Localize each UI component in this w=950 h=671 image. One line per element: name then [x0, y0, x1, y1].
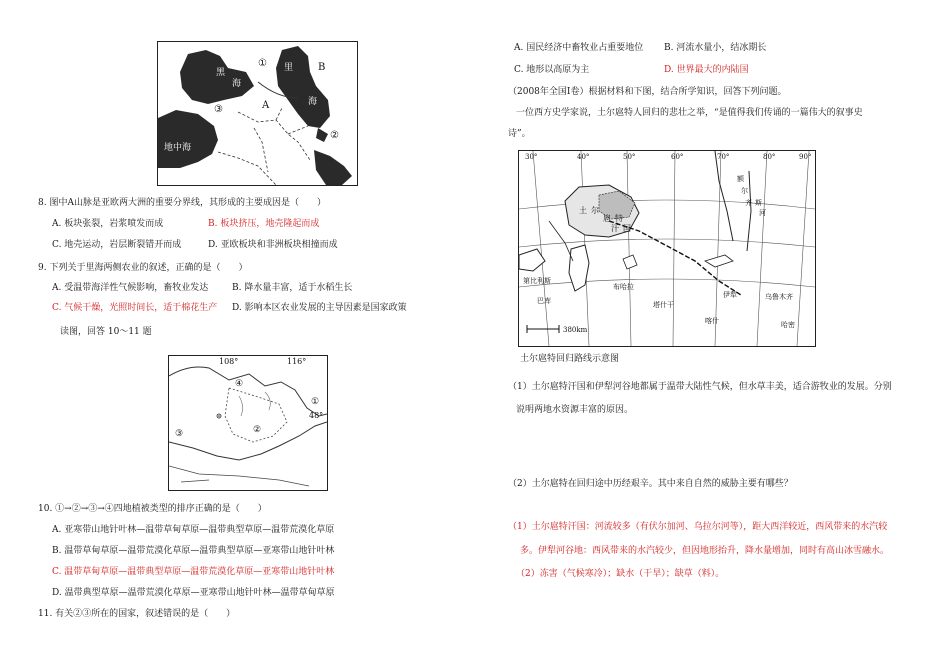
caspian-sea-shape — [276, 46, 330, 128]
lon-30: 30° — [525, 153, 538, 161]
label-e: 额 — [737, 175, 744, 183]
label-bukhara: 布哈拉 — [613, 283, 634, 291]
q9-stem: 9. 下列关于里海两侧农业的叙述，正确的是（ ） — [38, 263, 248, 273]
mediterranean-shape — [158, 110, 218, 168]
material-line-1: 一位西方史学家说，土尔扈特人回归的悲壮之举，“是值得我们传诵的一篇伟大的叙事史 — [516, 108, 863, 118]
map2-label-2: ② — [253, 425, 262, 435]
label-guo: 国 — [623, 224, 631, 233]
label-hami: 哈密 — [781, 321, 795, 329]
lon-40: 40° — [577, 153, 590, 161]
q9-option-c[interactable]: C. 气候干燥，光照时间长，适于棉花生产 — [52, 303, 218, 313]
q11-stem: 11. 有关②③所在的国家，叙述错误的是（ ） — [38, 609, 236, 619]
map1-label-hai2: 海 — [308, 97, 318, 107]
q11-option-c[interactable]: C. 地形以高原为主 — [514, 65, 590, 75]
label-scale: 380km — [563, 326, 588, 334]
label-hu: 扈 — [603, 214, 611, 223]
map2-label-48: 48° — [309, 411, 324, 420]
q10-option-d[interactable]: D. 温带典型草原—温带荒漠化草原—亚寒带山地针叶林—温带草甸草原 — [52, 588, 335, 598]
q11-option-a[interactable]: A. 国民经济中畜牧业占重要地位 — [514, 43, 644, 53]
lon-90: 90° — [799, 153, 812, 161]
map1-label-b: B — [318, 62, 326, 73]
lon-70: 70° — [717, 153, 730, 161]
label-kashi: 喀什 — [705, 317, 719, 325]
label-baku: 巴库 — [537, 297, 551, 305]
q10-11-intro: 读图，回答 10～11 题 — [60, 327, 152, 337]
source-line: （2008年全国Ⅰ卷）根据材料和下图，结合所学知识，回答下列问题。 — [508, 87, 787, 97]
q8-stem: 8. 图中A山脉是亚欧两大洲的重要分界线，其形成的主要成因是（ ） — [38, 198, 326, 208]
map1-label-a: A — [262, 100, 270, 111]
q11-option-d[interactable]: D. 世界最大的内陆国 — [664, 65, 749, 75]
q9-option-a[interactable]: A. 受温带海洋性气候影响，畜牧业发达 — [52, 283, 209, 293]
answer-line-1: （1）土尔扈特汗国：河流较多（有伏尔加河、乌拉尔河等），距大西洋较近，西风带来的水汽较 — [508, 522, 888, 532]
map-black-caspian-sea — [157, 41, 358, 186]
lon-80: 80° — [763, 153, 776, 161]
map1-label-hei: 黑 — [216, 68, 226, 78]
lon-60: 60° — [671, 153, 684, 161]
label-te: 特 — [615, 214, 623, 223]
answer-line-2: 多。伊犁河谷地：西风带来的水汽较少，但因地形抬升，降水量增加，同时有高山冰雪融水。 — [520, 546, 890, 556]
q9-option-b[interactable]: B. 降水量丰富，适于水稻生长 — [232, 283, 353, 293]
map2-label-4: ④ — [235, 379, 244, 389]
map-torghut-route — [518, 150, 816, 347]
q8-option-a[interactable]: A. 板块张裂，岩浆喷发而成 — [52, 219, 164, 229]
q10-option-c[interactable]: C. 温带草甸草原—温带典型草原—温带荒漠化草原—亚寒带山地针叶林 — [52, 567, 335, 577]
q10-stem: 10. ①→②→③→④四地植被类型的排序正确的是（ ） — [38, 504, 267, 514]
lon-50: 50° — [623, 153, 636, 161]
answer-line-3: （2）冻害（气候寒冷）；缺水（干旱）；缺草（料）。 — [516, 569, 725, 579]
label-tu: 土 — [579, 206, 587, 215]
material-line-2: 诗”。 — [508, 129, 531, 139]
q11-option-b[interactable]: B. 河流水量小，结冰期长 — [664, 43, 767, 53]
gulf-shape — [314, 150, 352, 185]
label-urumqi: 乌鲁木齐 — [765, 293, 793, 301]
map2-label-108: 108° — [219, 357, 239, 366]
q2-stem: （2）土尔扈特在回归途中历经艰辛。其中来自自然的威胁主要有哪些？ — [508, 479, 793, 489]
label-han: 汗 — [611, 224, 619, 233]
map2-label-1: ① — [311, 397, 320, 407]
map1-label-med: 地中海 — [164, 143, 192, 153]
map-mongolia — [168, 355, 328, 491]
q9-option-d[interactable]: D. 影响本区农业发展的主导因素是国家政策 — [232, 303, 407, 313]
q8-option-d[interactable]: D. 亚欧板块和非洲板块相撞而成 — [208, 240, 338, 250]
q8-option-b[interactable]: B. 板块挤压，地壳隆起而成 — [208, 219, 320, 229]
map1-label-3: ③ — [214, 104, 223, 115]
label-tashkent: 塔什干 — [653, 301, 674, 309]
map2-label-3: ③ — [175, 429, 184, 439]
map2-label-116: 116° — [287, 357, 307, 366]
label-qi: 齐 — [745, 199, 752, 207]
label-yili: 伊犁 — [723, 291, 737, 299]
q1-line-1: （1）土尔扈特汗国和伊犁河谷地都属于温带大陆性气候，但水草丰美，适合游牧业的发展。分别 — [508, 382, 892, 392]
label-he: 河 — [759, 209, 766, 217]
map1-label-hai1: 海 — [232, 79, 242, 89]
q8-option-c[interactable]: C. 地壳运动，岩层断裂错开而成 — [52, 240, 182, 250]
q10-option-b[interactable]: B. 温带草甸草原—温带荒漠化草原—温带典型草原—亚寒带山地针叶林 — [52, 546, 335, 556]
map-caption: 土尔扈特回归路线示意图 — [520, 354, 620, 364]
label-tbilisi: 第比利斯 — [523, 277, 551, 285]
map1-label-2: ② — [330, 130, 339, 141]
map1-label-li: 里 — [284, 63, 294, 73]
q10-option-a[interactable]: A. 亚寒带山地针叶林—温带草甸草原—温带典型草原—温带荒漠化草原 — [52, 525, 335, 535]
label-si: 斯 — [755, 199, 762, 207]
label-er1: 尔 — [591, 206, 599, 215]
label-er2: 尔 — [741, 187, 748, 195]
q1-line-2: 说明两地水资源丰富的原因。 — [516, 405, 634, 415]
map1-label-1: ① — [258, 58, 267, 69]
